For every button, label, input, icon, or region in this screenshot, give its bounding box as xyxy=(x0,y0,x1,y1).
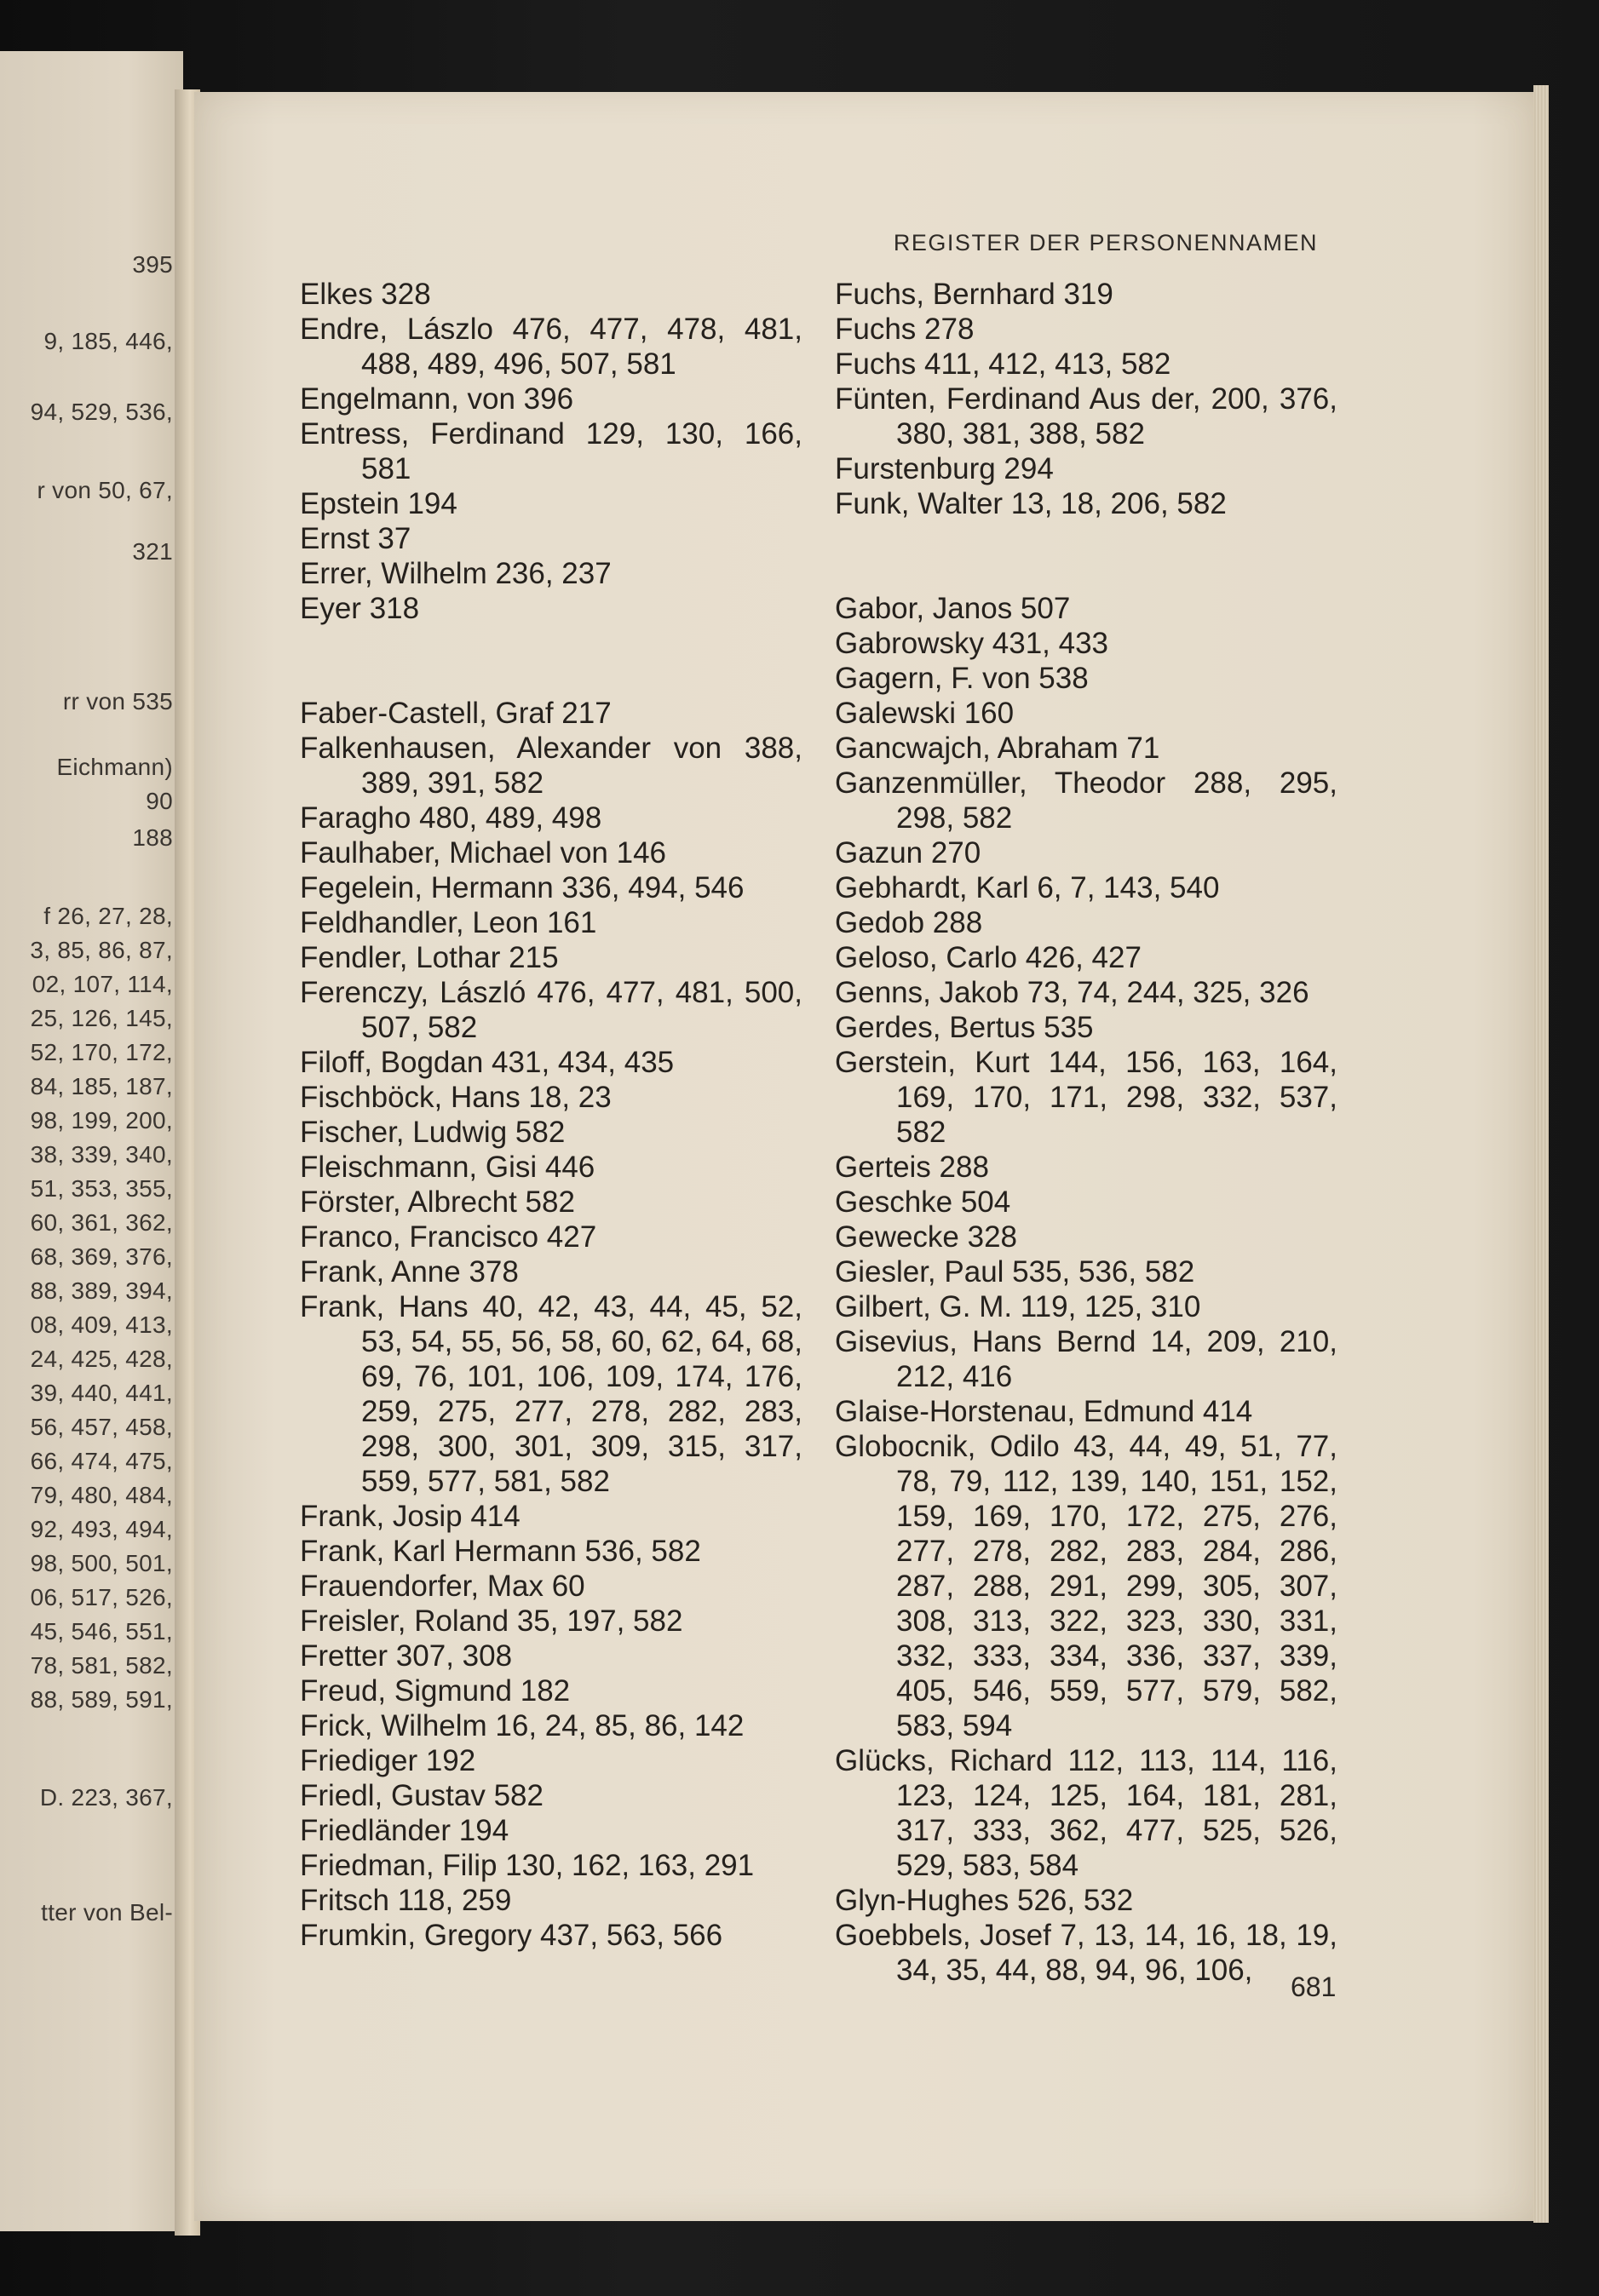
index-entry: Fischböck, Hans 18, 23 xyxy=(300,1081,612,1114)
facing-page-fragment: 38, 339, 340, xyxy=(30,1141,173,1168)
index-entry: Gilbert, G. M. 119, 125, 310 xyxy=(835,1290,1201,1323)
index-entry: Eyer 318 xyxy=(300,592,420,625)
facing-page-fragment: 52, 170, 172, xyxy=(30,1039,173,1065)
index-entry: Entress, Ferdinand 129, 130, 166, 581 xyxy=(300,417,802,485)
index-entry: Galewski 160 xyxy=(835,697,1015,730)
index-entry: Fegelein, Hermann 336, 494, 546 xyxy=(300,871,745,904)
index-entry: Fischer, Ludwig 582 xyxy=(300,1116,566,1149)
index-entry: Frick, Wilhelm 16, 24, 85, 86, 142 xyxy=(300,1709,745,1742)
index-entry: Frumkin, Gregory 437, 563, 566 xyxy=(300,1919,723,1952)
facing-page-fragment: 66, 474, 475, xyxy=(30,1448,173,1474)
index-entry: Gazun 270 xyxy=(835,836,981,870)
facing-page-fragment: 08, 409, 413, xyxy=(30,1312,173,1338)
index-entry: Gagern, F. von 538 xyxy=(835,662,1089,695)
facing-page-fragment: 02, 107, 114, xyxy=(32,971,173,997)
index-entry: Gedob 288 xyxy=(835,906,983,939)
page-edge xyxy=(1533,85,1549,2223)
facing-page-fragment: r von 50, 67, xyxy=(37,477,173,503)
index-entry: Frank, Karl Hermann 536, 582 xyxy=(300,1535,701,1568)
facing-page-fragment: 45, 546, 551, xyxy=(30,1618,173,1645)
index-entry: Gebhardt, Karl 6, 7, 143, 540 xyxy=(835,871,1220,904)
page-number: 681 xyxy=(1291,1972,1337,2002)
left-facing-page xyxy=(0,51,183,2231)
letter-section-gap xyxy=(300,626,802,696)
index-entry: Ferenczy, László 476, 477, 481, 500, 507, 582 xyxy=(300,976,802,1044)
index-entry: Faragho 480, 489, 498 xyxy=(300,801,602,835)
facing-page-fragment: Eichmann) xyxy=(56,754,173,780)
index-entry: Friedl, Gustav 582 xyxy=(300,1779,544,1812)
index-entry: Frank, Anne 378 xyxy=(300,1255,519,1289)
facing-page-fragment: 395 xyxy=(132,251,173,278)
index-entry: Filoff, Bogdan 431, 434, 435 xyxy=(300,1046,675,1079)
facing-page-fragment: 60, 361, 362, xyxy=(30,1209,173,1236)
index-entry: Gabor, Janos 507 xyxy=(835,592,1071,625)
index-entry: Freud, Sigmund 182 xyxy=(300,1674,571,1708)
facing-page-fragment: 79, 480, 484, xyxy=(30,1482,173,1508)
facing-page-fragment: 84, 185, 187, xyxy=(30,1073,173,1099)
index-entry: Friedman, Filip 130, 162, 163, 291 xyxy=(300,1849,755,1882)
index-entry: Epstein 194 xyxy=(300,487,457,520)
facing-page-fragment: f 26, 27, 28, xyxy=(43,903,173,929)
index-entry: Furstenburg 294 xyxy=(835,452,1054,485)
index-column-left xyxy=(300,277,802,1953)
facing-page-fragment: 06, 517, 526, xyxy=(30,1584,173,1610)
facing-page-fragment: 88, 589, 591, xyxy=(30,1686,173,1713)
facing-page-fragment: 321 xyxy=(132,538,173,565)
index-entry: Funk, Walter 13, 18, 206, 582 xyxy=(835,487,1227,520)
facing-page-fragment: tter von Bel- xyxy=(41,1899,173,1926)
index-entry: Errer, Wilhelm 236, 237 xyxy=(300,557,612,590)
index-entry: Fendler, Lothar 215 xyxy=(300,941,559,974)
facing-page-fragment: 56, 457, 458, xyxy=(30,1414,173,1440)
index-entry: Gerteis 288 xyxy=(835,1151,989,1184)
index-entry: Frauendorfer, Max 60 xyxy=(300,1570,585,1603)
facing-page-fragment: rr von 535 xyxy=(62,688,173,715)
facing-page-fragment: 39, 440, 441, xyxy=(30,1380,173,1406)
index-entry: Engelmann, von 396 xyxy=(300,382,574,416)
index-entry: Elkes 328 xyxy=(300,278,431,311)
index-entry: Falkenhausen, Alexander von 388, 389, 391, 582 xyxy=(300,732,802,800)
index-entry: Genns, Jakob 73, 74, 244, 325, 326 xyxy=(835,976,1309,1009)
facing-page-fragment: 94, 529, 536, xyxy=(30,399,173,425)
facing-page-fragment: 88, 389, 394, xyxy=(30,1277,173,1304)
index-entry: Fretter 307, 308 xyxy=(300,1639,513,1673)
index-entry: Faber-Castell, Graf 217 xyxy=(300,697,612,730)
facing-page-fragment: 24, 425, 428, xyxy=(30,1346,173,1372)
facing-page-fragment: 25, 126, 145, xyxy=(30,1005,173,1031)
index-entry: Franco, Francisco 427 xyxy=(300,1220,597,1254)
index-entry: Giesler, Paul 535, 536, 582 xyxy=(835,1255,1195,1289)
facing-page-fragment: 78, 581, 582, xyxy=(30,1652,173,1679)
facing-page-fragment: 98, 199, 200, xyxy=(30,1107,173,1134)
index-entry: Endre, Lászlo 476, 477, 478, 481, 488, 489, 496, 507, 581 xyxy=(300,313,802,381)
facing-page-fragment: 51, 353, 355, xyxy=(30,1175,173,1202)
index-entry: Globocnik, Odilo 43, 44, 49, 51, 77, 78, 79, 112, 139, 140, 151, 152, 159, 169, 170, 172, 275, 276, 277, 278, 282, 283, 284, 286, 287, 288, 291, 299, 305, 307, 308, 313, 322, 323, 330, 331, 332, 333, 334, 336, 337, 339, 405, 546, 559, 577, 579, 582, 583, 594 xyxy=(835,1430,1337,1742)
index-entry: Friedländer 194 xyxy=(300,1814,509,1847)
index-entry: Goebbels, Josef 7, 13, 14, 16, 18, 19, 34, 35, 44, 88, 94, 96, 106, xyxy=(835,1919,1337,1987)
index-entry: Ganzenmüller, Theodor 288, 295, 298, 582 xyxy=(835,766,1337,835)
index-entry: Gewecke 328 xyxy=(835,1220,1018,1254)
index-entry: Frank, Hans 40, 42, 43, 44, 45, 52, 53, 54, 55, 56, 58, 60, 62, 64, 68, 69, 76, 101, 106, 109, 174, 176, 259, 275, 277, 278, 282, 283, 298, 300, 301, 309, 315, 317, 559, 577, 581, 582 xyxy=(300,1290,802,1498)
index-entry: Geschke 504 xyxy=(835,1185,1011,1219)
index-entry: Fuchs, Bernhard 319 xyxy=(835,278,1113,311)
index-entry: Gisevius, Hans Bernd 14, 209, 210, 212, 416 xyxy=(835,1325,1337,1393)
facing-page-fragment: 9, 185, 446, xyxy=(43,328,173,354)
index-entry: Freisler, Roland 35, 197, 582 xyxy=(300,1604,683,1638)
facing-page-fragment: 92, 493, 494, xyxy=(30,1516,173,1542)
index-entry: Fuchs 278 xyxy=(835,313,975,346)
index-entry: Glyn-Hughes 526, 532 xyxy=(835,1884,1134,1917)
facing-page-fragment: D. 223, 367, xyxy=(39,1784,173,1811)
index-column-right xyxy=(835,277,1337,1988)
index-entry: Ernst 37 xyxy=(300,522,411,555)
index-entry: Gerstein, Kurt 144, 156, 163, 164, 169, 170, 171, 298, 332, 537, 582 xyxy=(835,1046,1337,1149)
facing-page-fragment: 90 xyxy=(146,788,173,814)
facing-page-fragment: 98, 500, 501, xyxy=(30,1550,173,1576)
facing-page-fragment: 68, 369, 376, xyxy=(30,1243,173,1270)
index-entry: Gancwajch, Abraham 71 xyxy=(835,732,1160,765)
index-entry: Fünten, Ferdinand Aus der, 200, 376, 380, 381, 388, 582 xyxy=(835,382,1337,451)
index-entry: Geloso, Carlo 426, 427 xyxy=(835,941,1142,974)
index-entry: Fuchs 411, 412, 413, 582 xyxy=(835,347,1171,381)
index-entry: Faulhaber, Michael von 146 xyxy=(300,836,666,870)
facing-page-fragment: 188 xyxy=(132,824,173,851)
index-entry: Förster, Albrecht 582 xyxy=(300,1185,575,1219)
index-entry: Glücks, Richard 112, 113, 114, 116, 123, 124, 125, 164, 181, 281, 317, 333, 362, 477, 525, 526, 529, 583, 584 xyxy=(835,1744,1337,1882)
running-head: REGISTER DER PERSONENNAMEN xyxy=(893,230,1318,255)
index-entry: Gerdes, Bertus 535 xyxy=(835,1011,1094,1044)
facing-page-fragment: 3, 85, 86, 87, xyxy=(30,937,173,963)
letter-section-gap xyxy=(835,521,1337,591)
index-entry: Fritsch 118, 259 xyxy=(300,1884,512,1917)
index-entry: Fleischmann, Gisi 446 xyxy=(300,1151,595,1184)
index-entry: Feldhandler, Leon 161 xyxy=(300,906,597,939)
index-entry: Gabrowsky 431, 433 xyxy=(835,627,1109,660)
index-entry: Glaise-Horstenau, Edmund 414 xyxy=(835,1395,1253,1428)
index-entry: Friediger 192 xyxy=(300,1744,476,1777)
index-entry: Frank, Josip 414 xyxy=(300,1500,521,1533)
